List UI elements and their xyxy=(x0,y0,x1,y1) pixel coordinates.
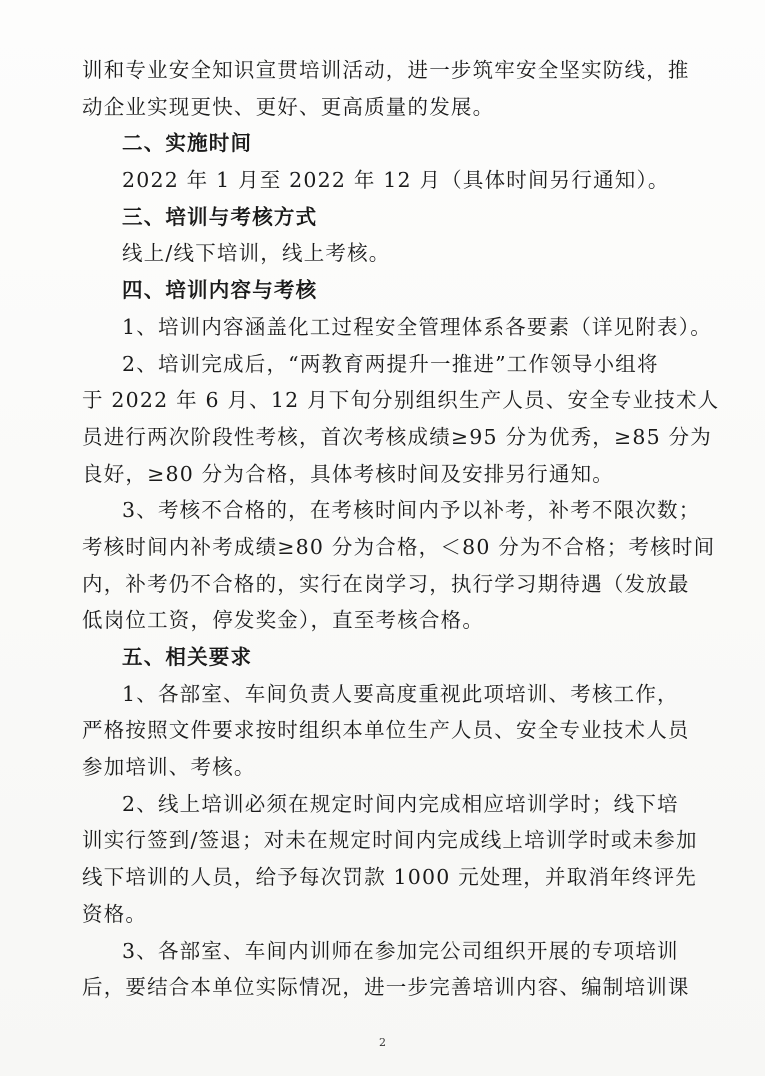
text-line: 于 2022 年 6 月、12 月下旬分别组织生产人员、安全专业技术人 xyxy=(82,388,720,413)
text-line: 后，要结合本单位实际情况，进一步完善培训内容、编制培训课 xyxy=(82,975,690,1000)
page-number: 2 xyxy=(379,1036,386,1049)
text-line: 2、线上培训必须在规定时间内完成相应培训学时；线下培 xyxy=(122,791,679,816)
text-line: 良好，≥80 分为合格，具体考核时间及安排另行通知。 xyxy=(82,461,614,486)
section-heading: 三、培训与考核方式 xyxy=(122,204,318,229)
text-line: 动企业实现更快、更好、更高质量的发展。 xyxy=(82,94,495,119)
text-line: 线下培训的人员，给予每次罚款 1000 元处理，并取消年终评先 xyxy=(82,865,697,890)
text-line: 3、各部室、车间内训师在参加完公司组织开展的专项培训 xyxy=(122,938,679,963)
text-line: 1、各部室、车间负责人要高度重视此项培训、考核工作， xyxy=(122,681,679,706)
text-line: 1、培训内容涵盖化工过程安全管理体系各要素（详见附表）。 xyxy=(122,314,712,339)
text-line: 员进行两次阶段性考核，首次考核成绩≥95 分为优秀，≥85 分为 xyxy=(82,424,712,449)
text-line: 内，补考仍不合格的，实行在岗学习，执行学习期待遇（发放最 xyxy=(82,571,690,596)
text-line: 资格。 xyxy=(82,901,148,926)
text-line: 参加培训、考核。 xyxy=(82,755,256,780)
text-line: 线上/线下培训，线上考核。 xyxy=(122,241,391,266)
text-line: 训实行签到/签退；对未在规定时间内完成线上培训学时或未参加 xyxy=(82,828,698,853)
section-heading: 二、实施时间 xyxy=(122,131,253,156)
text-line: 训和专业安全知识宣贯培训活动，进一步筑牢安全坚实防线，推 xyxy=(82,58,690,82)
section-heading: 五、相关要求 xyxy=(122,645,253,669)
section-heading: 四、培训内容与考核 xyxy=(122,278,318,303)
text-line: 2022 年 1 月至 2022 年 12 月（具体时间另行通知）。 xyxy=(122,168,670,193)
text-line: 考核时间内补考成绩≥80 分为合格，＜80 分为不合格；考核时间 xyxy=(82,534,716,559)
text-line: 3、考核不合格的，在考核时间内予以补考，补考不限次数； xyxy=(122,498,701,523)
text-line: 低岗位工资，停发奖金），直至考核合格。 xyxy=(82,608,485,633)
text-line: 2、培训完成后，“两教育两提升一推进”工作领导小组将 xyxy=(122,351,659,376)
document-body xyxy=(82,52,720,1006)
text-line: 严格按照文件要求按时组织本单位生产人员、安全专业技术人员 xyxy=(82,718,690,743)
